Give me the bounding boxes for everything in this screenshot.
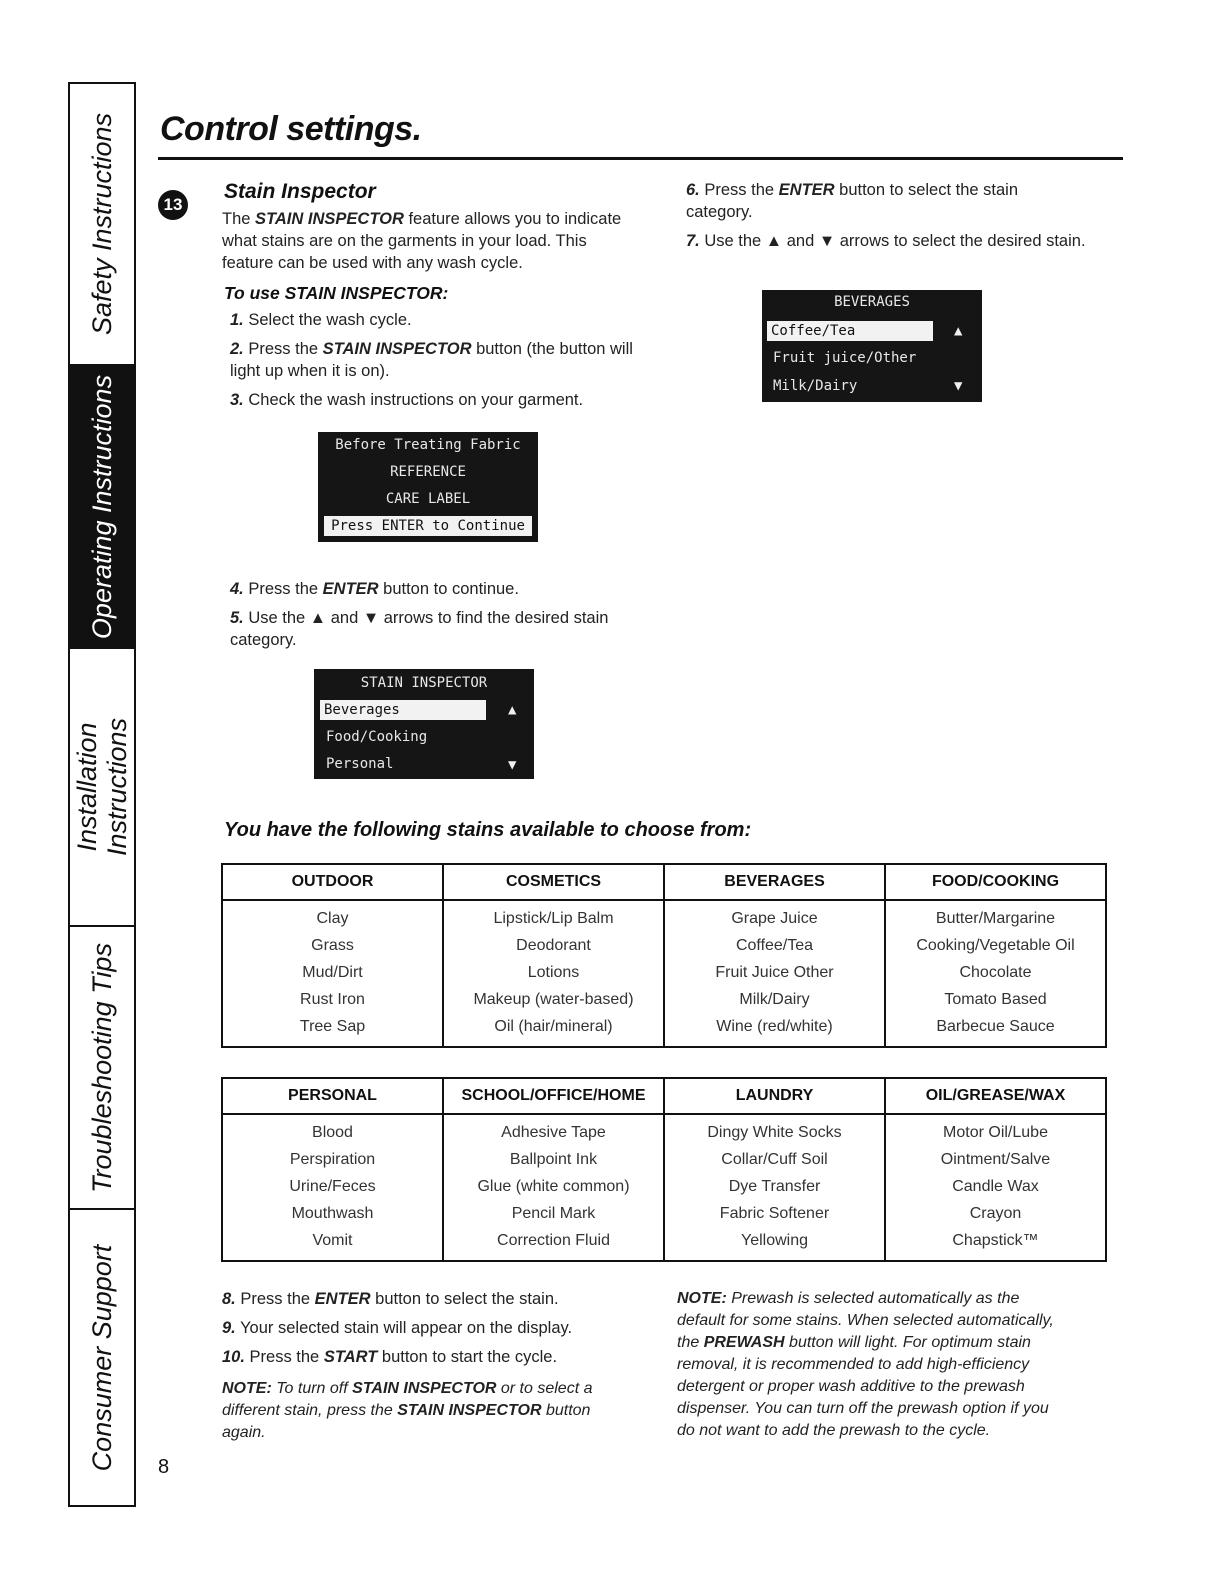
- note-right: NOTE: Prewash is selected automatically as the default for some stains. When selected automatically, the PREWASH button will light. For optimum stain removal, it is recommended to add high-efficiency detergent or proper wash additive to the prewash dispenser. You can turn off the prewash option if you do not want to add the prewash to the cycle.: [677, 1290, 1054, 1439]
- table-cell: Vomit: [222, 1227, 443, 1261]
- display-line: Personal: [326, 756, 394, 772]
- table-cell: Lotions: [443, 959, 664, 986]
- table-row: [222, 1013, 1106, 1047]
- table-row: [222, 1227, 1106, 1261]
- stains-table-1: [221, 863, 1107, 1048]
- tab-safety-instructions[interactable]: [70, 84, 134, 366]
- up-arrow-icon: ▲: [508, 702, 517, 718]
- step-8: 8. Press the ENTER button to select the stain.: [222, 1290, 559, 1308]
- step-4: 4. Press the ENTER button to continue.: [230, 580, 519, 598]
- section-title: Stain Inspector: [224, 180, 376, 203]
- table-cell: Ointment/Salve: [885, 1146, 1106, 1173]
- table-cell: Rust Iron: [222, 986, 443, 1013]
- table-header-row: [222, 864, 1106, 900]
- page-number: 8: [158, 1456, 170, 1478]
- table-cell: Correction Fluid: [443, 1227, 664, 1261]
- table-cell: Clay: [222, 900, 443, 932]
- tab-installation-instructions[interactable]: [70, 649, 134, 927]
- step-1: 1. Select the wash cycle.: [230, 311, 412, 329]
- column-header: BEVERAGES: [664, 864, 885, 900]
- tab-troubleshooting-tips[interactable]: [70, 927, 134, 1210]
- display-line: Before Treating Fabric: [335, 437, 521, 453]
- step-7: 7. Use the ▲ and ▼ arrows to select the desired stain.: [686, 232, 1086, 250]
- table-cell: Cooking/Vegetable Oil: [885, 932, 1106, 959]
- tab-label: Safety Instructions: [87, 112, 117, 336]
- title-divider: [158, 157, 1123, 160]
- table-row: [222, 1146, 1106, 1173]
- table-cell: Grass: [222, 932, 443, 959]
- table-cell: Coffee/Tea: [664, 932, 885, 959]
- table-cell: Crayon: [885, 1200, 1106, 1227]
- column-header: FOOD/COOKING: [885, 864, 1106, 900]
- up-arrow-icon: ▲: [954, 323, 963, 339]
- display-title: BEVERAGES: [834, 294, 910, 310]
- table-cell: Fruit Juice Other: [664, 959, 885, 986]
- section-subtitle: To use STAIN INSPECTOR:: [224, 283, 449, 303]
- table-cell: Collar/Cuff Soil: [664, 1146, 885, 1173]
- column-header: COSMETICS: [443, 864, 664, 900]
- step-2: 2. Press the STAIN INSPECTOR button (the button will light up when it is on).: [230, 340, 633, 380]
- table-cell: Barbecue Sauce: [885, 1013, 1106, 1047]
- table-cell: Grape Juice: [664, 900, 885, 932]
- table-cell: Milk/Dairy: [664, 986, 885, 1013]
- table-cell: Tomato Based: [885, 986, 1106, 1013]
- tab-label: Consumer Support: [87, 1244, 117, 1471]
- display-line: Fruit juice/Other: [773, 350, 917, 366]
- table-row: [222, 932, 1106, 959]
- table-cell: Lipstick/Lip Balm: [443, 900, 664, 932]
- display-title: STAIN INSPECTOR: [360, 675, 488, 691]
- display-highlight: Press ENTER to Continue: [324, 516, 532, 536]
- stain-inspector-display: [314, 669, 534, 779]
- display-line: Milk/Dairy: [773, 378, 858, 394]
- table-cell: Fabric Softener: [664, 1200, 885, 1227]
- table-cell: Dye Transfer: [664, 1173, 885, 1200]
- tab-label: Installation Instructions: [72, 717, 132, 857]
- table-cell: Mud/Dirt: [222, 959, 443, 986]
- column-header: PERSONAL: [222, 1078, 443, 1114]
- stains-heading: You have the following stains available to choose from:: [224, 819, 752, 841]
- beverages-display: [762, 290, 982, 402]
- care-label-display: [318, 432, 538, 542]
- section-intro: The STAIN INSPECTOR feature allows you to indicate what stains are on the garments in your load. This feature can be used with any wash cycle.: [222, 210, 622, 272]
- column-header: OIL/GREASE/WAX: [885, 1078, 1106, 1114]
- tab-label: Operating Instructions: [87, 374, 117, 639]
- table-cell: Makeup (water-based): [443, 986, 664, 1013]
- step-3: 3. Check the wash instructions on your garment.: [230, 391, 584, 409]
- table-cell: Adhesive Tape: [443, 1114, 664, 1146]
- display-line: Food/Cooking: [326, 729, 428, 745]
- tab-consumer-support[interactable]: [70, 1210, 134, 1505]
- table-cell: Wine (red/white): [664, 1013, 885, 1047]
- display-highlight: Coffee/Tea: [767, 321, 933, 341]
- section-number-badge: 13: [158, 190, 188, 220]
- column-header: SCHOOL/OFFICE/HOME: [443, 1078, 664, 1114]
- step-9: 9. Your selected stain will appear on the display.: [222, 1319, 573, 1337]
- table-cell: Tree Sap: [222, 1013, 443, 1047]
- table-cell: Pencil Mark: [443, 1200, 664, 1227]
- table-row: [222, 986, 1106, 1013]
- table-cell: Motor Oil/Lube: [885, 1114, 1106, 1146]
- table-cell: Perspiration: [222, 1146, 443, 1173]
- down-arrow-icon: ▼: [508, 757, 517, 773]
- display-line: CARE LABEL: [385, 491, 471, 507]
- table-cell: Chocolate: [885, 959, 1106, 986]
- table-cell: Deodorant: [443, 932, 664, 959]
- table-cell: Oil (hair/mineral): [443, 1013, 664, 1047]
- column-header: LAUNDRY: [664, 1078, 885, 1114]
- step-6: 6. Press the ENTER button to select the stain category.: [686, 181, 1019, 221]
- display-highlight: Beverages: [320, 700, 486, 720]
- down-arrow-icon: ▼: [954, 378, 963, 394]
- table-row: [222, 1173, 1106, 1200]
- step-10: 10. Press the START button to start the cycle.: [222, 1348, 558, 1366]
- tab-operating-instructions[interactable]: [70, 366, 134, 649]
- table-cell: Butter/Margarine: [885, 900, 1106, 932]
- column-header: OUTDOOR: [222, 864, 443, 900]
- table-cell: Glue (white common): [443, 1173, 664, 1200]
- table-cell: Dingy White Socks: [664, 1114, 885, 1146]
- step-5: 5. Use the ▲ and ▼ arrows to find the desired stain category.: [230, 609, 609, 649]
- table-row: [222, 900, 1106, 932]
- table-cell: Mouthwash: [222, 1200, 443, 1227]
- sidebar-nav: [68, 82, 136, 1507]
- table-row: [222, 1114, 1106, 1146]
- note-left: NOTE: To turn off STAIN INSPECTOR or to select a different stain, press the STAIN INSPECTOR button again.: [222, 1380, 593, 1441]
- page-title: Control settings.: [160, 110, 422, 148]
- display-line: REFERENCE: [390, 464, 466, 480]
- stains-table-2: [221, 1077, 1107, 1262]
- table-row: [222, 1200, 1106, 1227]
- table-cell: Yellowing: [664, 1227, 885, 1261]
- tab-label: Troubleshooting Tips: [87, 942, 117, 1193]
- table-cell: Ballpoint Ink: [443, 1146, 664, 1173]
- table-cell: Urine/Feces: [222, 1173, 443, 1200]
- table-header-row: [222, 1078, 1106, 1114]
- table-cell: Candle Wax: [885, 1173, 1106, 1200]
- table-cell: Chapstick™: [885, 1227, 1106, 1261]
- table-row: [222, 959, 1106, 986]
- table-cell: Blood: [222, 1114, 443, 1146]
